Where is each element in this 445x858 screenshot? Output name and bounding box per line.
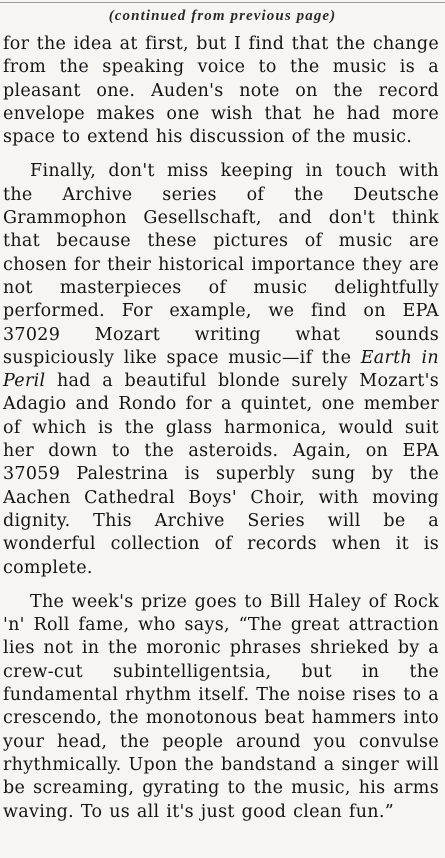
paragraph-2-text-a: Finally, don't miss keeping in touch with the Archive series of the Deutsche Grammophon Gesellschaft, and don't think that because these pictures of music are chosen for their historical importance they are not masterpieces of music delightfully performed. For example, we find on EPA 37029 Mozart writing what sounds suspiciously like space music—if the	[3, 161, 439, 368]
top-rule	[0, 0, 445, 6]
article-body	[3, 33, 439, 824]
paragraph-1: for the idea at first, but I find that the change from the speaking voice to the music is a pleasant one. Auden's note on the record envelope makes one wish that he had more space to extend his discussion of the music.	[3, 34, 439, 148]
paragraph-2-text-b: had a beautiful blonde surely Mozart's Adagio and Rondo for a quintet, one member of which is the glass harmonica, would suit her down to the asteroids. Again, on EPA 37059 Palestrina is superbly sung by the Aachen Cathedral Boys' Choir, with moving dignity. This Archive Series will be a wonderful collection of records when it is complete.	[3, 371, 439, 578]
paragraph-2	[3, 160, 439, 579]
continued-notice: (continued from previous page)	[108, 8, 337, 24]
record-title-earth-in-peril: Earth in Peril	[3, 347, 439, 392]
paragraph-3: The week's prize goes to Bill Haley of Rock 'n' Roll fame, who says, “The great attraction lies not in the moronic phrases shrieked by a crew-cut subintelligentsia, but in the fundamental rhythm itself. The noise rises to a crescendo, the monotonous beat hammers into your head, the people around you convulse rhythmically. Upon the bandstand a singer will be screaming, gyrating to the music, his arms waving. To us all it's just good clean fun.”	[3, 591, 439, 822]
